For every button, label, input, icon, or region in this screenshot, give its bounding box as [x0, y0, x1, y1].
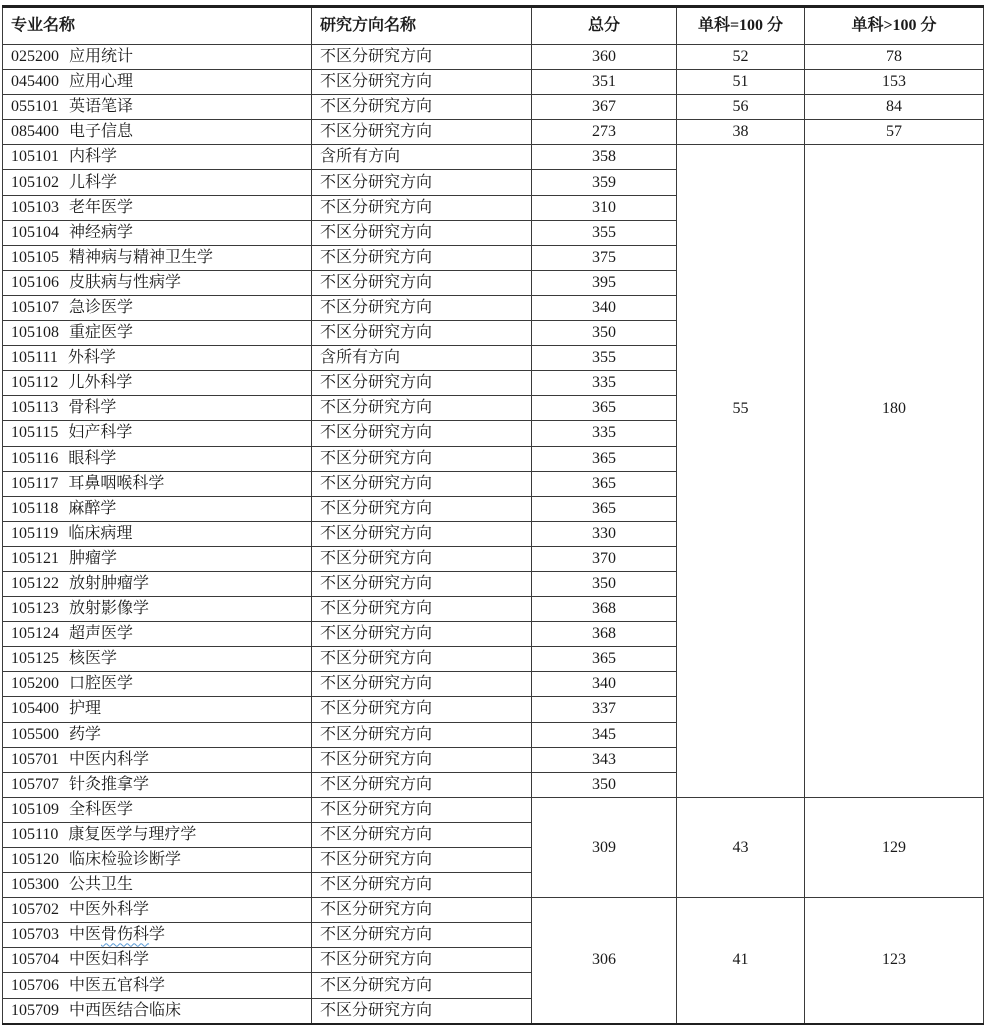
major-code: 105109 — [11, 800, 59, 818]
direction-cell: 不区分研究方向 — [312, 195, 532, 220]
major-code: 105709 — [11, 1001, 59, 1019]
major-code: 105701 — [11, 750, 59, 768]
col-header-total: 总分 — [532, 7, 677, 45]
major-code: 105111 — [11, 349, 58, 367]
col-header-sub-gt100: 单科>100 分 — [805, 7, 984, 45]
sub-eq100-cell: 52 — [677, 45, 805, 70]
sub-eq100-cell-merged: 43 — [677, 797, 805, 897]
major-name: 放射影像学 — [69, 600, 150, 618]
total-cell-merged: 309 — [532, 797, 677, 897]
sub-gt100-cell: 78 — [805, 45, 984, 70]
major-cell — [3, 145, 312, 170]
major-code: 105125 — [11, 650, 59, 668]
total-cell: 345 — [532, 722, 677, 747]
sub-gt100-cell: 57 — [805, 120, 984, 145]
total-cell: 350 — [532, 772, 677, 797]
major-name: 中医妇科学 — [69, 951, 150, 969]
major-name: 口腔医学 — [69, 675, 134, 693]
major-code: 105102 — [11, 173, 59, 191]
major-code: 105704 — [11, 951, 59, 969]
major-code: 085400 — [11, 123, 59, 141]
major-cell — [3, 220, 312, 245]
total-cell: 340 — [532, 672, 677, 697]
major-code: 105200 — [11, 675, 59, 693]
table-row — [3, 95, 984, 120]
major-name — [69, 926, 165, 943]
major-name: 中医五官科学 — [69, 976, 166, 994]
total-cell: 337 — [532, 697, 677, 722]
total-cell: 335 — [532, 421, 677, 446]
major-name: 针灸推拿学 — [69, 775, 150, 793]
sub-eq100-cell: 38 — [677, 120, 805, 145]
total-cell: 365 — [532, 396, 677, 421]
major-name: 急诊医学 — [69, 298, 134, 316]
total-cell: 367 — [532, 95, 677, 120]
major-code: 105117 — [11, 474, 59, 492]
major-name: 全科医学 — [69, 800, 134, 818]
total-cell: 351 — [532, 70, 677, 95]
table-body — [3, 45, 984, 1024]
total-cell: 350 — [532, 571, 677, 596]
direction-cell: 不区分研究方向 — [312, 722, 532, 747]
total-cell: 343 — [532, 747, 677, 772]
direction-cell: 不区分研究方向 — [312, 220, 532, 245]
total-cell: 368 — [532, 597, 677, 622]
direction-cell: 不区分研究方向 — [312, 496, 532, 521]
major-code: 105703 — [11, 926, 59, 944]
major-code: 105103 — [11, 198, 59, 216]
sub-eq100-cell: 56 — [677, 95, 805, 120]
major-cell — [3, 496, 312, 521]
major-cell — [3, 647, 312, 672]
major-name: 重症医学 — [69, 324, 134, 342]
major-cell — [3, 45, 312, 70]
major-name: 内科学 — [69, 148, 118, 166]
sub-gt100-cell-merged: 123 — [805, 898, 984, 1024]
total-cell: 330 — [532, 521, 677, 546]
direction-cell: 不区分研究方向 — [312, 170, 532, 195]
sub-eq100-cell-merged: 41 — [677, 898, 805, 1024]
major-name: 老年医学 — [69, 198, 134, 216]
major-name: 皮肤病与性病学 — [69, 273, 182, 291]
total-cell: 355 — [532, 346, 677, 371]
direction-cell: 不区分研究方向 — [312, 371, 532, 396]
direction-cell: 不区分研究方向 — [312, 898, 532, 923]
direction-cell: 含所有方向 — [312, 145, 532, 170]
major-code: 105119 — [11, 524, 59, 542]
major-cell — [3, 898, 312, 923]
major-name: 神经病学 — [69, 223, 134, 241]
major-name: 康复医学与理疗学 — [68, 825, 197, 843]
major-code: 045400 — [11, 73, 59, 91]
direction-cell: 不区分研究方向 — [312, 772, 532, 797]
table-row — [3, 145, 984, 170]
major-cell — [3, 371, 312, 396]
major-name: 耳鼻咽喉科学 — [68, 474, 165, 492]
major-code: 105106 — [11, 273, 59, 291]
direction-cell: 不区分研究方向 — [312, 546, 532, 571]
direction-cell: 不区分研究方向 — [312, 45, 532, 70]
major-code: 105123 — [11, 600, 59, 618]
direction-cell: 不区分研究方向 — [312, 270, 532, 295]
direction-cell: 不区分研究方向 — [312, 295, 532, 320]
total-cell: 350 — [532, 321, 677, 346]
major-cell — [3, 998, 312, 1024]
major-code: 105118 — [11, 499, 59, 517]
total-cell: 358 — [532, 145, 677, 170]
major-name: 妇产科学 — [68, 424, 133, 442]
direction-cell: 不区分研究方向 — [312, 421, 532, 446]
admission-score-table — [2, 5, 984, 1025]
major-name-part: 学 — [149, 926, 166, 944]
major-code: 105113 — [11, 399, 59, 417]
major-code: 105110 — [11, 825, 59, 843]
major-code: 105104 — [11, 223, 59, 241]
major-name: 骨科学 — [68, 399, 117, 417]
direction-cell: 不区分研究方向 — [312, 998, 532, 1024]
table-row — [3, 70, 984, 95]
major-cell — [3, 546, 312, 571]
major-code: 105706 — [11, 976, 59, 994]
major-code: 105107 — [11, 298, 59, 316]
direction-cell: 不区分研究方向 — [312, 95, 532, 120]
total-cell: 359 — [532, 170, 677, 195]
direction-cell: 不区分研究方向 — [312, 948, 532, 973]
major-cell — [3, 873, 312, 898]
major-code: 105122 — [11, 575, 59, 593]
major-code: 105112 — [11, 374, 59, 392]
major-cell — [3, 697, 312, 722]
total-cell: 340 — [532, 295, 677, 320]
total-cell: 365 — [532, 647, 677, 672]
direction-cell: 不区分研究方向 — [312, 471, 532, 496]
major-cell — [3, 848, 312, 873]
major-cell — [3, 521, 312, 546]
total-cell: 310 — [532, 195, 677, 220]
major-name: 英语笔译 — [69, 98, 134, 116]
major-code: 105500 — [11, 725, 59, 743]
major-code: 105707 — [11, 775, 59, 793]
major-cell — [3, 948, 312, 973]
major-name: 临床病理 — [68, 524, 133, 542]
direction-cell: 不区分研究方向 — [312, 873, 532, 898]
direction-cell: 不区分研究方向 — [312, 396, 532, 421]
direction-cell: 不区分研究方向 — [312, 446, 532, 471]
major-code: 105400 — [11, 700, 59, 718]
table-row — [3, 45, 984, 70]
major-code: 105702 — [11, 901, 59, 919]
major-cell — [3, 120, 312, 145]
major-cell — [3, 295, 312, 320]
major-name: 麻醉学 — [68, 499, 117, 517]
major-code: 105105 — [11, 248, 59, 266]
major-name: 公共卫生 — [69, 876, 134, 894]
major-name: 护理 — [69, 700, 102, 718]
major-code: 105300 — [11, 876, 59, 894]
total-cell: 395 — [532, 270, 677, 295]
total-cell: 365 — [532, 446, 677, 471]
major-name: 肿瘤学 — [69, 549, 118, 567]
major-name: 应用心理 — [69, 73, 134, 91]
direction-cell: 不区分研究方向 — [312, 848, 532, 873]
direction-cell: 不区分研究方向 — [312, 70, 532, 95]
total-cell: 365 — [532, 471, 677, 496]
major-cell — [3, 722, 312, 747]
major-cell — [3, 70, 312, 95]
major-name: 外科学 — [67, 349, 116, 367]
major-name: 儿科学 — [69, 173, 118, 191]
sub-gt100-cell: 84 — [805, 95, 984, 120]
major-cell — [3, 446, 312, 471]
major-code: 105115 — [11, 424, 59, 442]
major-cell — [3, 622, 312, 647]
major-code: 105101 — [11, 148, 59, 166]
major-code: 105124 — [11, 625, 59, 643]
major-cell — [3, 973, 312, 998]
col-header-major: 专业名称 — [3, 7, 312, 45]
major-code: 025200 — [11, 48, 59, 66]
major-name: 药学 — [69, 725, 102, 743]
major-name: 应用统计 — [69, 48, 134, 66]
direction-cell: 不区分研究方向 — [312, 973, 532, 998]
direction-cell: 不区分研究方向 — [312, 822, 532, 847]
direction-cell: 不区分研究方向 — [312, 797, 532, 822]
major-cell — [3, 923, 312, 948]
sub-eq100-cell: 51 — [677, 70, 805, 95]
major-cell — [3, 396, 312, 421]
major-cell — [3, 170, 312, 195]
sub-eq100-cell-merged: 55 — [677, 145, 805, 797]
major-cell — [3, 421, 312, 446]
total-cell: 360 — [532, 45, 677, 70]
major-cell — [3, 797, 312, 822]
major-code: 105116 — [11, 449, 59, 467]
direction-cell: 不区分研究方向 — [312, 647, 532, 672]
total-cell: 335 — [532, 371, 677, 396]
major-code: 055101 — [11, 98, 59, 116]
major-code: 105121 — [11, 549, 59, 567]
sub-gt100-cell-merged: 180 — [805, 145, 984, 797]
table-row — [3, 898, 984, 923]
direction-cell: 不区分研究方向 — [312, 622, 532, 647]
sub-gt100-cell-merged: 129 — [805, 797, 984, 897]
major-name-spellcheck: 骨伤科 — [101, 926, 150, 944]
major-name: 放射肿瘤学 — [69, 575, 150, 593]
major-cell — [3, 672, 312, 697]
header-row — [3, 7, 984, 45]
col-header-sub-eq100: 单科=100 分 — [677, 7, 805, 45]
major-cell — [3, 747, 312, 772]
direction-cell: 不区分研究方向 — [312, 571, 532, 596]
major-name: 核医学 — [69, 650, 118, 668]
total-cell: 375 — [532, 245, 677, 270]
major-name: 中医外科学 — [69, 901, 150, 919]
sub-gt100-cell: 153 — [805, 70, 984, 95]
direction-cell: 不区分研究方向 — [312, 521, 532, 546]
major-cell — [3, 772, 312, 797]
major-cell — [3, 245, 312, 270]
major-name: 临床检验诊断学 — [69, 851, 182, 869]
direction-cell: 含所有方向 — [312, 346, 532, 371]
major-cell — [3, 471, 312, 496]
total-cell: 370 — [532, 546, 677, 571]
major-cell — [3, 195, 312, 220]
total-cell-merged: 306 — [532, 898, 677, 1024]
major-name: 中医内科学 — [69, 750, 150, 768]
major-name: 中西医结合临床 — [69, 1001, 182, 1019]
major-cell — [3, 270, 312, 295]
total-cell: 365 — [532, 496, 677, 521]
major-code: 105120 — [11, 851, 59, 869]
direction-cell: 不区分研究方向 — [312, 120, 532, 145]
major-name: 精神病与精神卫生学 — [69, 248, 214, 266]
direction-cell: 不区分研究方向 — [312, 747, 532, 772]
major-cell — [3, 597, 312, 622]
direction-cell: 不区分研究方向 — [312, 672, 532, 697]
major-cell — [3, 321, 312, 346]
total-cell: 368 — [532, 622, 677, 647]
major-name: 儿外科学 — [68, 374, 133, 392]
major-name-part: 中医 — [69, 926, 102, 944]
total-cell: 273 — [532, 120, 677, 145]
major-code: 105108 — [11, 324, 59, 342]
table-row — [3, 797, 984, 822]
major-cell — [3, 822, 312, 847]
major-cell — [3, 95, 312, 120]
col-header-direction: 研究方向名称 — [312, 7, 532, 45]
direction-cell: 不区分研究方向 — [312, 697, 532, 722]
total-cell: 355 — [532, 220, 677, 245]
major-name: 眼科学 — [68, 449, 117, 467]
direction-cell: 不区分研究方向 — [312, 321, 532, 346]
direction-cell: 不区分研究方向 — [312, 923, 532, 948]
direction-cell: 不区分研究方向 — [312, 245, 532, 270]
major-cell — [3, 571, 312, 596]
table-row — [3, 120, 984, 145]
major-name: 电子信息 — [69, 123, 134, 141]
major-name: 超声医学 — [69, 625, 134, 643]
direction-cell: 不区分研究方向 — [312, 597, 532, 622]
major-cell — [3, 346, 312, 371]
